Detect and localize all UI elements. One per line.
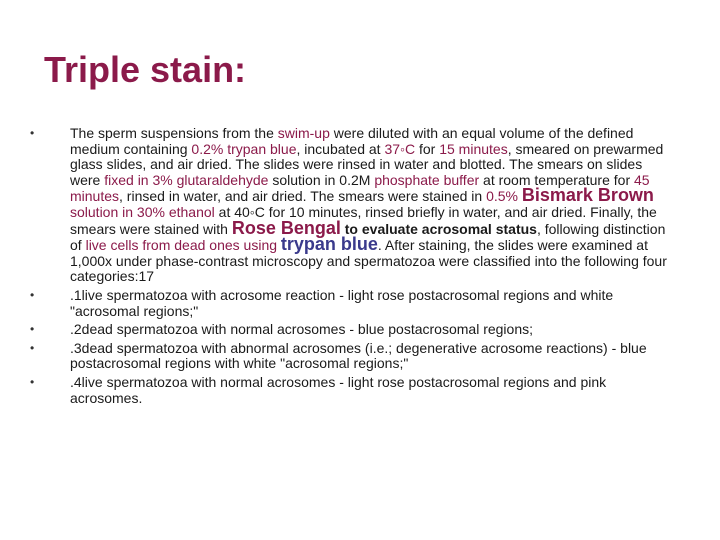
text-segment: at room temperature for bbox=[479, 171, 634, 188]
highlight-text: swim-up bbox=[277, 125, 330, 141]
text-segment: at 40◦C for 10 minutes, rinsed briefly in water, and air dried. Finally, the smears were stained with bbox=[70, 203, 657, 237]
text-segment: The sperm suspensions from the bbox=[70, 125, 278, 141]
bullet-item-category-4 bbox=[24, 375, 674, 406]
rose-bengal-text: Rose Bengal bbox=[231, 217, 341, 238]
category-text: .2dead spermatozoa with normal acrosomes - blue postacrosomal regions; bbox=[70, 321, 534, 338]
category-text: .1live spermatozoa with acrosome reaction - light rose postacrosomal regions and white "acrosomal regions;" bbox=[70, 286, 614, 319]
text-segment: , rinsed in water, and air dried. The smears were stained in bbox=[119, 188, 487, 205]
highlight-text: 0.5% bbox=[486, 188, 518, 205]
bullet-item-category-2 bbox=[24, 322, 674, 338]
text-segment: were diluted with an equal volume of the defined medium containing bbox=[70, 125, 634, 157]
category-text: .4live spermatozoa with normal acrosomes - light rose postacrosomal regions and pink acrosomes. bbox=[70, 373, 607, 406]
text-segment: for bbox=[415, 140, 440, 157]
acrosomal-status-text: to evaluate acrosomal status bbox=[340, 220, 537, 237]
highlight-text: 15 minutes bbox=[439, 140, 508, 157]
bullet-item-procedure bbox=[24, 126, 674, 285]
bullet-icon: • bbox=[30, 287, 35, 302]
bullet-icon: • bbox=[30, 340, 35, 355]
trypan-blue-text: trypan blue bbox=[280, 234, 378, 255]
text-segment: , following distinction of bbox=[70, 220, 666, 254]
slide-title: Triple stain: bbox=[44, 49, 247, 90]
bullet-icon: • bbox=[30, 322, 35, 337]
highlight-text: 45 minutes bbox=[70, 171, 650, 205]
highlight-text: 0.2% trypan blue bbox=[191, 140, 297, 157]
text-segment: . After staining, the slides were examined at 1,000x under phase-contrast microscopy and spermatozoa were classified into the following four categories:17 bbox=[70, 237, 667, 285]
text-segment: , incubated at bbox=[296, 140, 385, 157]
text-segment: solution in 0.2M bbox=[268, 171, 375, 188]
highlight-text: 37◦C bbox=[384, 140, 416, 157]
highlight-text: solution in 30% ethanol bbox=[70, 203, 215, 220]
bismark-brown-text: Bismark Brown bbox=[521, 185, 654, 206]
text-segment: , smeared on prewarmed glass slides, and air dried. The slides were rinsed in water and blotted. The smears on slides were bbox=[70, 140, 664, 188]
highlight-text: fixed in 3% glutaraldehyde bbox=[104, 171, 269, 188]
bullet-item-category-3 bbox=[24, 341, 674, 372]
bullet-item-category-1 bbox=[24, 288, 674, 319]
category-text: .3dead spermatozoa with abnormal acrosomes (i.e.; degenerative acrosome reactions) - blue postacrosomal regions with white "acrosomal regions;" bbox=[70, 339, 647, 372]
highlight-text: phosphate buffer bbox=[374, 171, 480, 188]
highlight-text: live cells from dead ones using bbox=[85, 237, 278, 254]
bullet-icon: • bbox=[30, 126, 35, 140]
bullet-icon: • bbox=[30, 374, 35, 389]
bullet-list bbox=[24, 126, 674, 409]
